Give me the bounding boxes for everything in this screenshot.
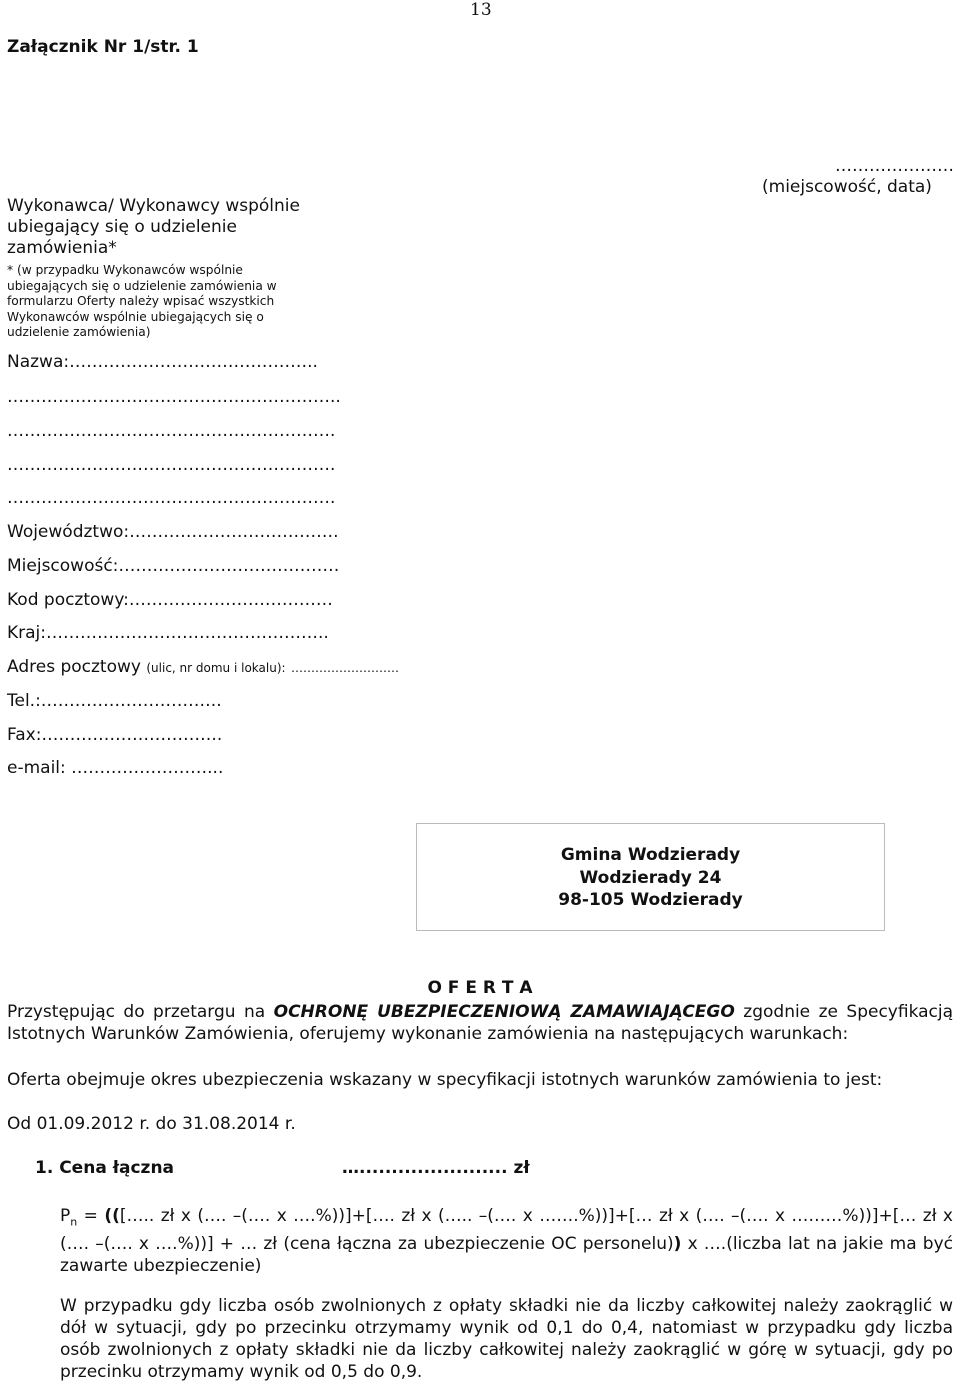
- postal-code-field[interactable]: Kod pocztowy:………………………………: [7, 590, 333, 610]
- offer-intro-end: zgodnie ze Specyfikacją Istotnych Warunków Zamówienia, oferujemy wykonanie zamówienia na następujących warunkach:: [7, 1002, 954, 1044]
- formula-p: P: [60, 1206, 71, 1226]
- formula-open-paren: ((: [104, 1206, 120, 1226]
- name-field-line-3[interactable]: ………………………………………………….: [7, 421, 336, 441]
- name-field[interactable]: Nazwa:……………………………………..: [7, 352, 318, 372]
- place-date-dots: …………………: [835, 156, 954, 176]
- fax-field[interactable]: Fax:…………………………..: [7, 725, 223, 745]
- recipient-name: Gmina Wodzierady: [560, 845, 741, 865]
- formula-end: x ….(liczba lat na jakie ma być zawarte ubezpieczenie): [60, 1234, 953, 1277]
- formula-close-paren: ): [673, 1234, 682, 1255]
- attachment-heading: Załącznik Nr 1/str. 1: [7, 37, 199, 57]
- phone-field[interactable]: Tel.:…………………………..: [7, 691, 222, 711]
- postal-address-dots: ………………………: [290, 661, 399, 675]
- offer-title: O F E R T A: [427, 978, 533, 998]
- insurance-period-text: Oferta obejmuje okres ubezpieczenia wskazany w specyfikacji istotnych warunków zamówienia to jest:: [7, 1070, 883, 1090]
- formula-body: [….. zł x (…. –(…. x ….%))]+[…. zł x (….. –(…. x …….%))]+[… zł x (…. –(…. x ………%))]+[… zł x (…. –(…. x ….%))] + … zł (cena łączna za ubezpieczenie OC personelu): [60, 1206, 953, 1255]
- contractor-note: * (w przypadku Wykonawców wspólnie ubiegających się o udzielenie zamówienia w formularzu Oferty należy wpisać wszystkich Wykonawców wspólnie ubiegających się o udzielenie zamówienia): [7, 263, 277, 339]
- offer-intro-start: Przystępując do przetargu na: [7, 1002, 266, 1022]
- city-field[interactable]: Miejscowość:…………………………………: [7, 556, 340, 576]
- formula-subscript: n: [70, 1215, 78, 1229]
- offer-subject: OCHRONĘ UBEZPIECZENIOWĄ ZAMAWIAJĄCEGO: [273, 1002, 735, 1022]
- offer-intro: [7, 1001, 953, 1045]
- place-date-label: (miejscowość, data): [762, 177, 932, 197]
- postal-address-field[interactable]: [7, 657, 399, 677]
- recipient-address-box: [416, 823, 885, 931]
- email-field[interactable]: e-mail: ……………………...: [7, 758, 224, 778]
- name-field-line-5[interactable]: ………………………………………………….: [7, 488, 336, 508]
- name-field-line-4[interactable]: ………………………………………………….: [7, 455, 336, 475]
- postal-address-label: Adres pocztowy: [7, 657, 141, 677]
- country-field[interactable]: Kraj:…………………………………………..: [7, 623, 329, 643]
- page-number: 13: [470, 0, 492, 20]
- contractor-title: Wykonawca/ Wykonawcy wspólnie ubiegający się o udzielenie zamówienia*: [7, 196, 300, 258]
- total-price-label: 1. Cena łączna: [35, 1158, 175, 1178]
- rounding-rule: W przypadku gdy liczba osób zwolnionych z opłaty składki nie da liczby całkowitej należy zaokrąglić w dół w sytuacji, gdy po przecinku otrzymamy wynik od 0,1 do 0,4, natomiast w przypadku gdy liczba osób zwolnionych z opłaty składki nie da liczby całkowitej należy zaokrąglić w górę w sytuacji, gdy po przecinku otrzymamy wynik od 0,5 do 0,9.: [60, 1296, 953, 1382]
- total-price-value[interactable]: …....................... zł: [342, 1158, 530, 1178]
- price-formula: [60, 1205, 953, 1277]
- recipient-postal-city: 98-105 Wodzierady: [558, 890, 743, 910]
- postal-address-hint: (ulic, nr domu i lokalu):: [146, 661, 286, 675]
- formula-equals: =: [77, 1206, 105, 1226]
- voivodeship-field[interactable]: Województwo:……………………………….: [7, 522, 339, 542]
- recipient-street: Wodzierady 24: [579, 867, 722, 888]
- insurance-dates: Od 01.09.2012 r. do 31.08.2014 r.: [7, 1114, 296, 1134]
- name-field-line-2[interactable]: …………………………………………………..: [7, 387, 341, 407]
